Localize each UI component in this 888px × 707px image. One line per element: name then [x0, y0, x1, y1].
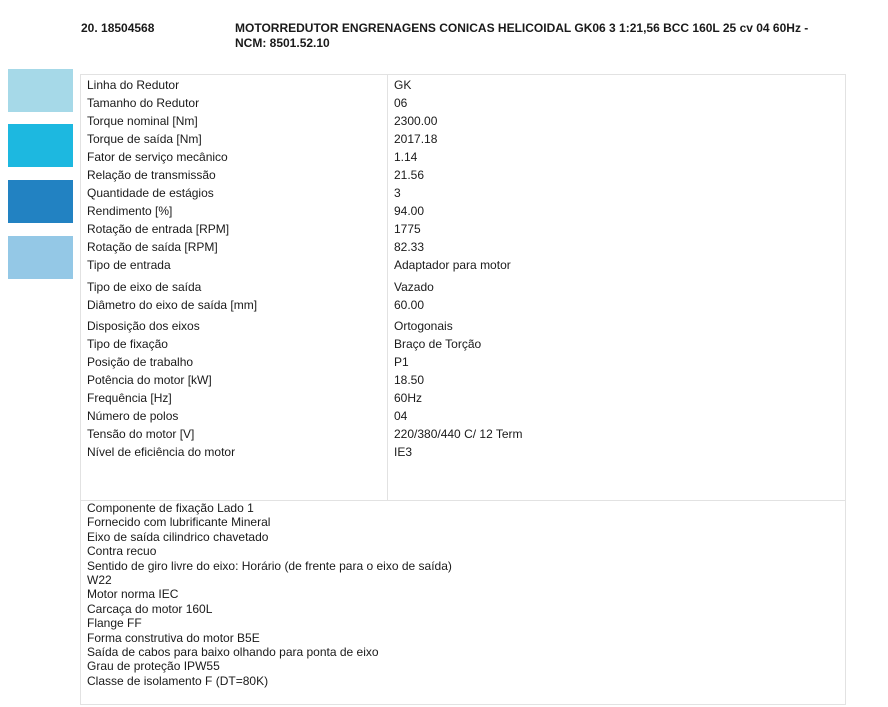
spec-label: Disposição dos eixos	[87, 319, 200, 333]
spec-label: Posição de trabalho	[87, 355, 194, 369]
spec-label: Torque nominal [Nm]	[87, 114, 198, 128]
spec-label: Diâmetro do eixo de saída [mm]	[87, 298, 258, 312]
spec-label: Quantidade de estágios	[87, 186, 214, 200]
spec-value: 2300.00	[394, 114, 438, 128]
spec-value: 220/380/440 C/ 12 Term	[394, 427, 523, 441]
spec-value: 2017.18	[394, 132, 438, 146]
note-item: Forma construtiva do motor B5E	[87, 630, 260, 645]
spec-value: 60Hz	[394, 391, 423, 405]
spec-value: 06	[394, 96, 408, 110]
notes-list	[87, 501, 452, 688]
spec-label: Rotação de saída [RPM]	[87, 240, 218, 254]
spec-value: Vazado	[394, 280, 434, 294]
note-item: Fornecido com lubrificante Mineral	[87, 515, 271, 530]
spec-label: Potência do motor [kW]	[87, 373, 212, 387]
spec-label: Relação de transmissão	[87, 168, 216, 182]
spec-value: 1775	[394, 222, 421, 236]
spec-label: Tipo de fixação	[87, 337, 168, 351]
spec-value: IE3	[394, 445, 413, 459]
spec-value: 82.33	[394, 240, 425, 254]
spec-label: Rendimento [%]	[87, 204, 173, 218]
spec-label: Tamanho do Redutor	[87, 96, 200, 110]
spec-value: GK	[394, 78, 412, 92]
spec-value: P1	[394, 355, 409, 369]
spec-value: 1.14	[394, 150, 418, 164]
color-swatch-blue	[8, 180, 73, 223]
item-code: 20. 18504568	[81, 21, 155, 35]
spec-value: Ortogonais	[394, 319, 453, 333]
spec-label: Fator de serviço mecânico	[87, 150, 228, 164]
spec-label: Tensão do motor [V]	[87, 427, 195, 441]
note-item: Componente de fixação Lado 1	[87, 501, 254, 515]
spec-value: Braço de Torção	[394, 337, 482, 351]
note-item: Motor norma IEC	[87, 587, 179, 602]
note-item: W22	[87, 573, 112, 588]
product-title: MOTORREDUTOR ENGRENAGENS CONICAS HELICOIDAL GK06 3 1:21,56 BCC 160L 25 cv 04 60Hz - NCM: 8501.52.10	[235, 21, 809, 50]
note-item: Saída de cabos para baixo olhando para ponta de eixo	[87, 645, 379, 660]
spec-label: Linha do Redutor	[87, 78, 180, 92]
spec-label: Rotação de entrada [RPM]	[87, 222, 230, 236]
note-item: Carcaça do motor 160L	[87, 601, 213, 616]
spec-value: 3	[394, 186, 401, 200]
note-item: Eixo de saída cilindrico chavetado	[87, 529, 269, 544]
note-item: Contra recuo	[87, 544, 157, 559]
spec-label: Frequência [Hz]	[87, 391, 172, 405]
spec-value: 94.00	[394, 204, 425, 218]
spec-value: Adaptador para motor	[394, 258, 511, 272]
spec-value: 04	[394, 409, 408, 423]
spec-value: 60.00	[394, 298, 425, 312]
spec-label: Torque de saída [Nm]	[87, 132, 202, 146]
note-item: Flange FF	[87, 616, 142, 631]
color-swatch-sky-blue	[8, 236, 73, 279]
spec-value: 18.50	[394, 373, 425, 387]
spec-label: Tipo de eixo de saída	[87, 280, 202, 294]
spec-label: Número de polos	[87, 409, 179, 423]
color-swatch-light-blue	[8, 69, 73, 112]
spec-label: Tipo de entrada	[87, 258, 171, 272]
note-item: Classe de isolamento F (DT=80K)	[87, 673, 269, 688]
note-item: Sentido de giro livre do eixo: Horário (de frente para o eixo de saída)	[87, 558, 452, 573]
spec-value: 21.56	[394, 168, 425, 182]
column-divider	[387, 74, 388, 500]
color-swatch-cyan	[8, 124, 73, 167]
spec-label: Nível de eficiência do motor	[87, 445, 236, 459]
note-item: Grau de proteção IPW55	[87, 659, 220, 674]
